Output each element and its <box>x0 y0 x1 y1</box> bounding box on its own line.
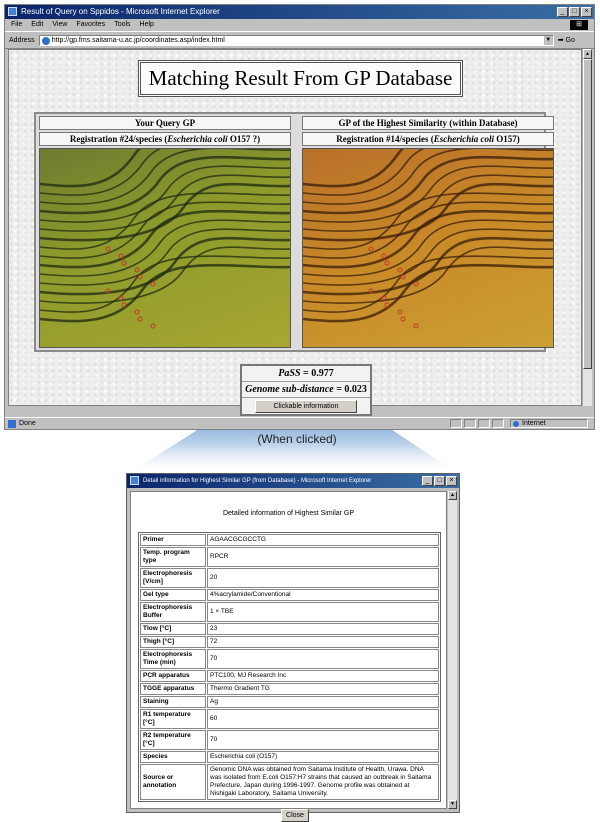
page-viewport <box>8 49 582 410</box>
popup-title: Detail information for Highest Similar GP (from Database) - Microsoft Internet Explorer <box>143 478 372 484</box>
row-label: Electrophoresis Buffer <box>140 602 206 622</box>
query-column <box>39 116 291 348</box>
table-row <box>140 730 439 750</box>
row-label: Tlow [°C] <box>140 623 206 635</box>
page-icon <box>42 37 50 45</box>
callout-caption: (When clicked) <box>257 432 337 446</box>
status-text: Done <box>19 420 36 427</box>
browser-title: Result of Query on Sppidos - Microsoft Internet Explorer <box>21 7 220 16</box>
query-registration: Registration #24/species (Escherichia coli O157 ?) <box>39 132 291 146</box>
row-label: Thigh [°C] <box>140 636 206 648</box>
row-value: Escherichia coli (O157) <box>207 751 439 763</box>
table-row <box>140 709 439 729</box>
row-value: Thermo Gradient TG <box>207 683 439 695</box>
band-marker <box>382 254 386 258</box>
band-marker <box>369 247 373 251</box>
table-row <box>140 602 439 622</box>
minimize-icon[interactable]: _ <box>557 7 568 17</box>
ie-app-icon <box>130 476 139 485</box>
security-zone: Internet <box>510 419 588 428</box>
row-value: RPCR <box>207 547 439 567</box>
page-scrollbar[interactable] <box>582 49 592 406</box>
scroll-down-icon[interactable]: ▼ <box>448 800 457 809</box>
ie-app-icon <box>8 7 17 16</box>
row-label: PCR apparatus <box>140 670 206 682</box>
detail-popup-window <box>126 473 460 819</box>
status-cell <box>450 419 462 428</box>
row-label: TGGE apparatus <box>140 683 206 695</box>
row-value: 70 <box>207 730 439 750</box>
table-row <box>140 764 439 800</box>
popup-content <box>130 491 447 819</box>
row-value: 20 <box>207 568 439 588</box>
table-row <box>140 534 439 546</box>
query-gel-image <box>39 148 291 348</box>
table-row <box>140 683 439 695</box>
scroll-up-icon[interactable]: ▲ <box>448 491 457 500</box>
minimize-icon[interactable]: _ <box>422 476 433 486</box>
row-value: AGAACGCGCCTG <box>207 534 439 546</box>
row-label: Staining <box>140 696 206 708</box>
row-label: Primer <box>140 534 206 546</box>
band-marker <box>414 324 418 328</box>
table-row <box>140 623 439 635</box>
menu-edit[interactable]: Edit <box>31 21 44 28</box>
row-value: PTC100, MJ Research Inc <box>207 670 439 682</box>
address-url: http://gp.fms.saitama-u.ac.jp/coordinates.asp/index.html <box>51 36 225 44</box>
close-icon[interactable]: × <box>581 7 592 17</box>
query-heading: Your Query GP <box>39 116 291 130</box>
popup-titlebar <box>127 474 459 488</box>
status-cell <box>492 419 504 428</box>
comparison-panel <box>34 112 546 352</box>
table-row <box>140 696 439 708</box>
table-row <box>140 670 439 682</box>
popup-scrollbar[interactable] <box>448 491 457 809</box>
band-marker <box>138 317 142 321</box>
band-marker <box>138 275 142 279</box>
address-input[interactable] <box>39 35 554 46</box>
row-value: 70 <box>207 649 439 669</box>
address-bar <box>5 32 594 49</box>
row-value: 23 <box>207 623 439 635</box>
clickable-information-button[interactable]: Clickable information <box>255 400 357 413</box>
band-marker <box>122 261 126 265</box>
scroll-thumb[interactable] <box>583 59 592 369</box>
band-marker <box>122 303 126 307</box>
status-cell <box>478 419 490 428</box>
band-marker <box>401 275 405 279</box>
row-label: R1 temperature [°C] <box>140 709 206 729</box>
pass-score: PaSS = 0.977 <box>242 366 370 382</box>
status-page-icon <box>8 420 16 428</box>
menu-bar <box>5 19 594 32</box>
match-heading: GP of the Highest Similarity (within Database) <box>302 116 554 130</box>
menu-favorites[interactable]: Favorites <box>76 21 106 28</box>
row-label: Electrophoresis [V/cm] <box>140 568 206 588</box>
globe-icon <box>513 421 519 427</box>
table-row <box>140 547 439 567</box>
table-row <box>140 649 439 669</box>
page-title: Matching Result From GP Database <box>138 60 463 97</box>
menu-tools[interactable]: Tools <box>114 21 131 28</box>
match-column <box>302 116 554 348</box>
browser-window <box>4 4 595 430</box>
table-row <box>140 636 439 648</box>
match-registration: Registration #14/species (Escherichia coli O157) <box>302 132 554 146</box>
row-value: Genomic DNA was obtained from Saitama Institute of Health, Urawa. DNA was isolated from E.coli O157:H7 strains that caused an outbreak in Saitama Prefecture, Japan during 1996-1997. Genome profile was obtained at Nishigaki Laboratory, Saitama University. <box>207 764 439 800</box>
band-marker <box>119 254 123 258</box>
go-label: Go <box>565 37 575 44</box>
row-label: Species <box>140 751 206 763</box>
table-row <box>140 589 439 601</box>
close-button[interactable]: Close <box>281 809 309 822</box>
row-label: Gel type <box>140 589 206 601</box>
menu-view[interactable]: View <box>52 21 68 28</box>
match-gel-image <box>302 148 554 348</box>
row-value: 4%acrylamide/Conventional <box>207 589 439 601</box>
row-value: 60 <box>207 709 439 729</box>
scroll-up-icon[interactable]: ▲ <box>583 49 592 59</box>
row-label: Temp. program type <box>140 547 206 567</box>
band-marker <box>398 310 402 314</box>
table-row <box>140 568 439 588</box>
address-label: Address <box>9 36 35 44</box>
maximize-icon[interactable]: □ <box>434 476 445 486</box>
popup-heading: Detailed information of Highest Similar GP <box>222 510 355 517</box>
similarity-stats <box>240 364 372 416</box>
maximize-icon[interactable]: □ <box>569 7 580 17</box>
band-marker <box>385 261 389 265</box>
dropdown-arrow-icon[interactable]: ▼ <box>545 36 552 43</box>
row-label: Source or annotation <box>140 764 206 800</box>
row-value: 1 × TBE <box>207 602 439 622</box>
band-marker <box>414 282 418 286</box>
go-button[interactable]: ➡ Go <box>557 37 575 44</box>
status-bar <box>5 417 594 430</box>
band-marker <box>398 268 402 272</box>
band-marker <box>106 247 110 251</box>
genome-sub-distance: Genome sub-distance = 0.023 <box>242 382 370 398</box>
windows-logo-icon: ⊞ <box>570 20 588 30</box>
detail-table <box>138 532 441 802</box>
status-cell <box>464 419 476 428</box>
menu-file[interactable]: File <box>11 21 23 28</box>
row-label: Electrophoresis Time (min) <box>140 649 206 669</box>
browser-titlebar <box>5 5 594 19</box>
menu-help[interactable]: Help <box>139 21 154 28</box>
band-marker <box>135 268 139 272</box>
close-icon[interactable]: × <box>446 476 457 486</box>
band-marker <box>385 303 389 307</box>
band-marker <box>151 282 155 286</box>
row-value: Ag <box>207 696 439 708</box>
row-label: R2 temperature [°C] <box>140 730 206 750</box>
band-marker <box>151 324 155 328</box>
band-marker <box>401 317 405 321</box>
table-row <box>140 751 439 763</box>
band-marker <box>135 310 139 314</box>
row-value: 72 <box>207 636 439 648</box>
